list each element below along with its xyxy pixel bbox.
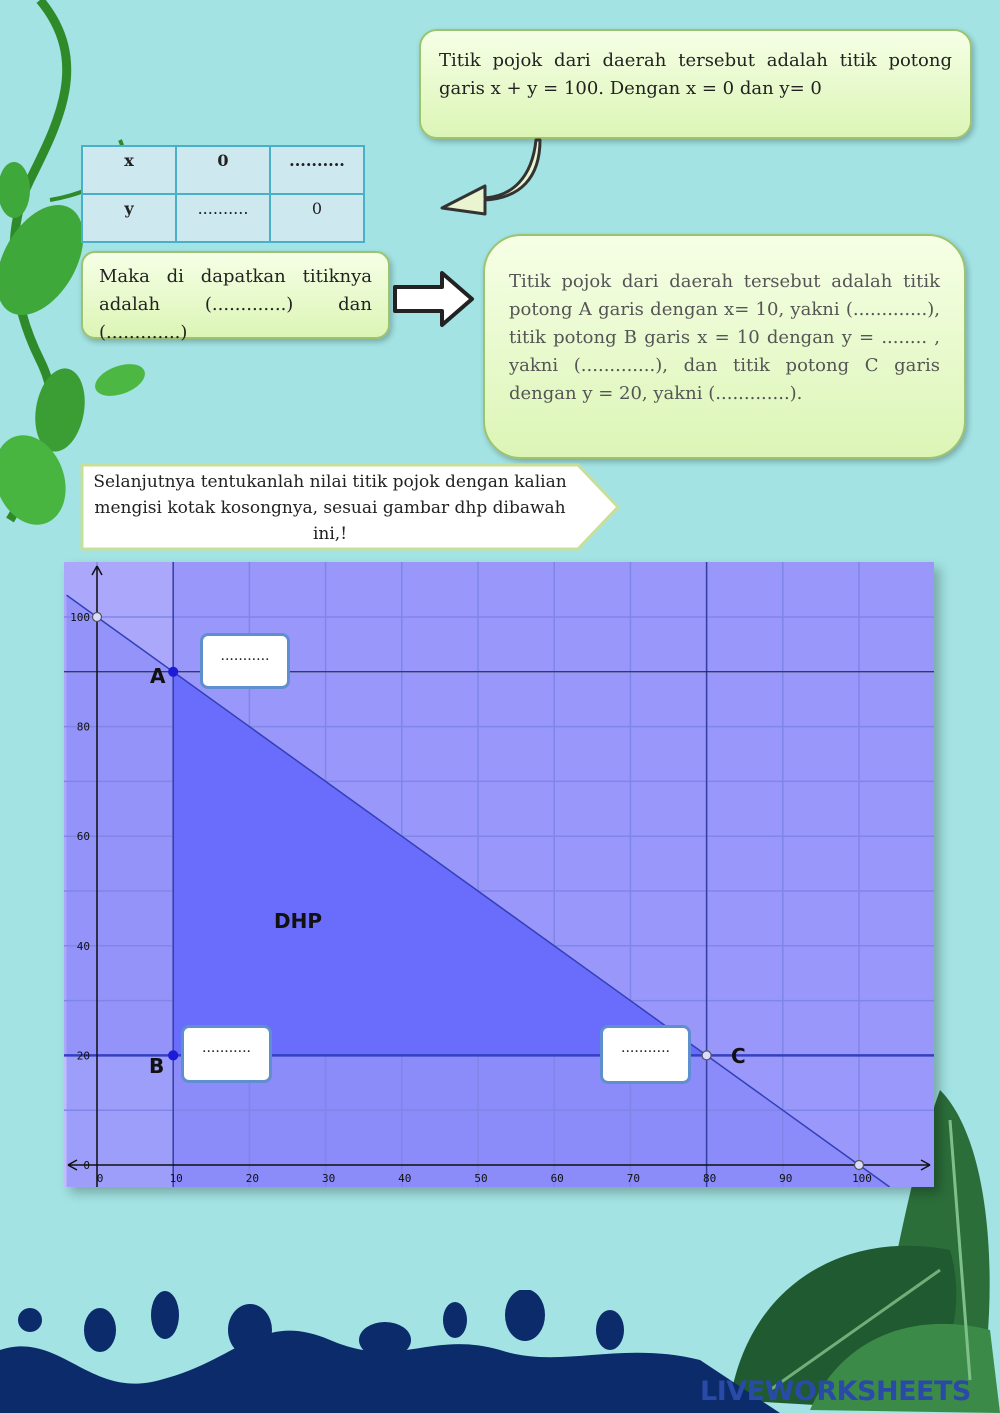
table-row xyxy=(82,146,364,194)
info-bubble-text: Titik pojok dari daerah tersebut adalah titik potong garis x + y = 100. Dengan x = 0 dan y= 0 xyxy=(439,50,952,99)
y-tick-label: 100 xyxy=(70,611,90,624)
point-marker xyxy=(169,667,178,676)
y-tick-label: 40 xyxy=(76,939,90,953)
x-tick-label: 20 xyxy=(245,1172,260,1185)
point-marker xyxy=(702,1051,711,1060)
point-label-a: A xyxy=(150,664,166,688)
x-tick-label: 90 xyxy=(779,1172,793,1185)
y-tick-label: 80 xyxy=(76,720,90,734)
point-marker xyxy=(855,1161,864,1170)
y-tick-label: 20 xyxy=(76,1049,90,1063)
region-label: DHP xyxy=(274,909,322,933)
x-tick-label: 30 xyxy=(321,1172,336,1185)
table-cell: x xyxy=(82,146,176,194)
table-cell: 0 xyxy=(176,146,270,194)
dhp-graph xyxy=(64,562,934,1187)
x-tick-label: 60 xyxy=(550,1172,564,1185)
point-label-b: B xyxy=(149,1054,165,1078)
table-row xyxy=(82,194,364,242)
corner-points-text: Titik pojok dari daerah tersebut adalah titik potong A garis dengan x= 10, yakni (.............), titik potong B garis x = 10 dengan y = ........ , yakni (.............), dan titik potong C garis dengan y = 20, yakni (.............). xyxy=(509,271,940,404)
answer-box-c[interactable]: ........... xyxy=(600,1025,691,1084)
x-tick-label: 50 xyxy=(474,1172,488,1185)
chart-svg xyxy=(64,562,934,1187)
table-cell: y xyxy=(82,194,176,242)
liveworksheets-logo: LIVEWORKSHEETS xyxy=(700,1376,971,1407)
x-tick-label: 0 xyxy=(96,1172,104,1185)
table-cell: 0 xyxy=(270,194,364,242)
answer-box-b[interactable]: ........... xyxy=(181,1025,272,1083)
x-tick-label: 100 xyxy=(852,1172,872,1185)
point-marker xyxy=(93,613,102,622)
x-tick-label: 10 xyxy=(169,1172,183,1185)
info-bubble-intersection xyxy=(419,29,972,139)
right-arrow-icon xyxy=(392,270,476,328)
curved-arrow-icon xyxy=(440,138,550,230)
point-marker xyxy=(169,1051,178,1060)
banner-text: Selanjutnya tentukanlah nilai titik pojok dengan kalian mengisi kotak kosongnya, sesuai gambar dhp dibawah ini,! xyxy=(93,472,567,544)
instruction-banner xyxy=(80,463,621,551)
xy-table xyxy=(81,145,365,243)
x-tick-label: 80 xyxy=(702,1172,717,1185)
result-bubble xyxy=(81,251,390,343)
point-label-c: C xyxy=(731,1044,746,1068)
answer-box-a[interactable]: ........... xyxy=(200,633,290,689)
water-splash-decoration xyxy=(0,1290,780,1413)
result-bubble-text: Maka di dapatkan titiknya adalah (.............) dan (.............) xyxy=(99,266,372,343)
x-tick-label: 40 xyxy=(398,1172,412,1185)
x-tick-label: 70 xyxy=(626,1172,641,1185)
table-cell-blank[interactable]: .......... xyxy=(270,146,364,194)
y-tick-label: 60 xyxy=(76,830,90,844)
y-tick-label: 0 xyxy=(83,1159,90,1172)
corner-points-bubble xyxy=(483,234,966,459)
table-cell-blank[interactable]: .......... xyxy=(176,194,270,242)
